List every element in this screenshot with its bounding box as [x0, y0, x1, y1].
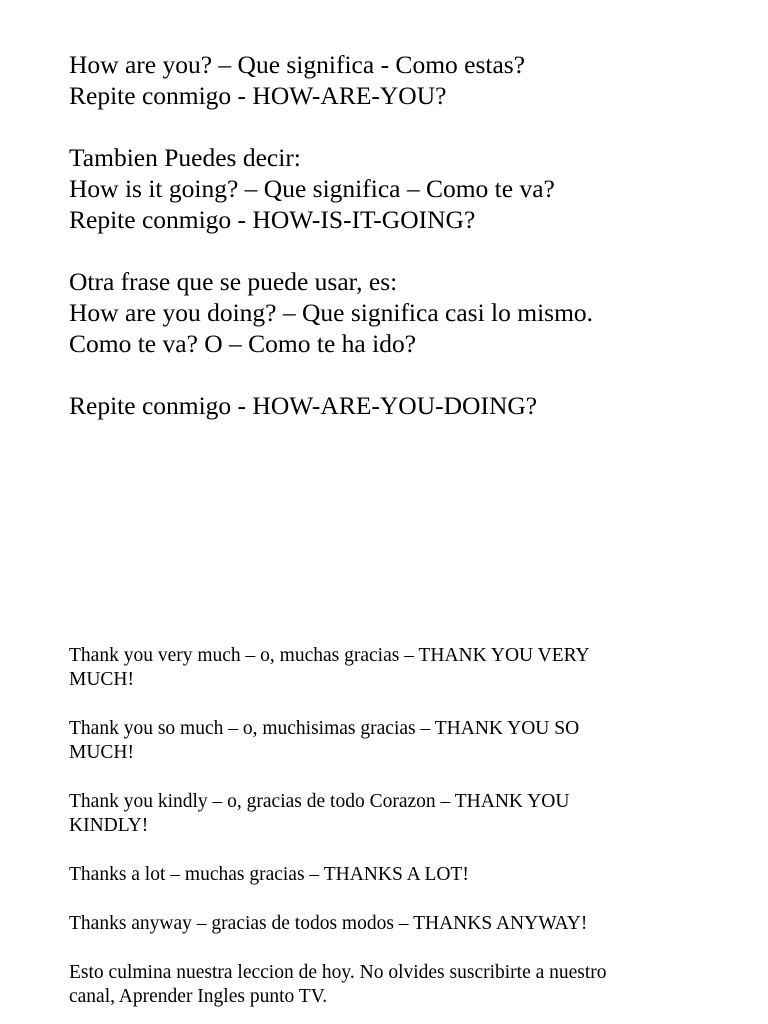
how-is-it-going-paragraph	[69, 142, 749, 235]
thank-you-so-much-line2: MUCH!	[69, 742, 135, 763]
closing-line2: canal, Aprender Ingles punto TV.	[69, 986, 328, 1007]
thank-you-kindly-paragraph	[69, 790, 669, 838]
thank-you-kindly-line1: Thank you kindly – o, gracias de todo Corazon – THANK YOU	[69, 791, 570, 812]
how-are-you-paragraph	[69, 49, 749, 111]
how-are-you-meaning: How are you? – Que significa - Como estas?	[69, 50, 526, 79]
thank-you-very-much-paragraph	[69, 644, 669, 692]
closing-paragraph	[69, 961, 669, 1009]
thank-you-kindly-line2: KINDLY!	[69, 815, 149, 836]
how-are-you-repeat: Repite conmigo - HOW-ARE-YOU?	[69, 81, 447, 110]
also-say-intro: Tambien Puedes decir:	[69, 143, 301, 172]
how-are-you-doing-repeat: Repite conmigo - HOW-ARE-YOU-DOING?	[69, 391, 538, 420]
thanks-anyway-line: Thanks anyway – gracias de todos modos – THANKS ANYWAY!	[69, 913, 588, 934]
greetings-section	[69, 49, 749, 421]
how-are-you-doing-meaning: How are you doing? – Que significa casi lo mismo.	[69, 298, 594, 327]
thanks-anyway-paragraph	[69, 912, 669, 936]
another-phrase-intro: Otra frase que se puede usar, es:	[69, 267, 398, 296]
thank-you-so-much-line1: Thank you so much – o, muchisimas gracias – THANK YOU SO	[69, 718, 580, 739]
how-are-you-doing-paragraph	[69, 266, 749, 359]
thank-you-very-much-line2: MUCH!	[69, 669, 135, 690]
thanks-section	[69, 644, 669, 1009]
how-is-it-going-repeat: Repite conmigo - HOW-IS-IT-GOING?	[69, 205, 476, 234]
thanks-a-lot-paragraph	[69, 863, 669, 887]
how-are-you-doing-repeat-paragraph	[69, 390, 749, 421]
closing-line1: Esto culmina nuestra leccion de hoy. No olvides suscribirte a nuestro	[69, 962, 607, 983]
thank-you-very-much-line1: Thank you very much – o, muchas gracias – THANK YOU VERY	[69, 645, 590, 666]
how-are-you-doing-translation: Como te va? O – Como te ha ido?	[69, 329, 417, 358]
thanks-a-lot-line: Thanks a lot – muchas gracias – THANKS A LOT!	[69, 864, 469, 885]
thank-you-so-much-paragraph	[69, 717, 669, 765]
how-is-it-going-meaning: How is it going? – Que significa – Como te va?	[69, 174, 555, 203]
